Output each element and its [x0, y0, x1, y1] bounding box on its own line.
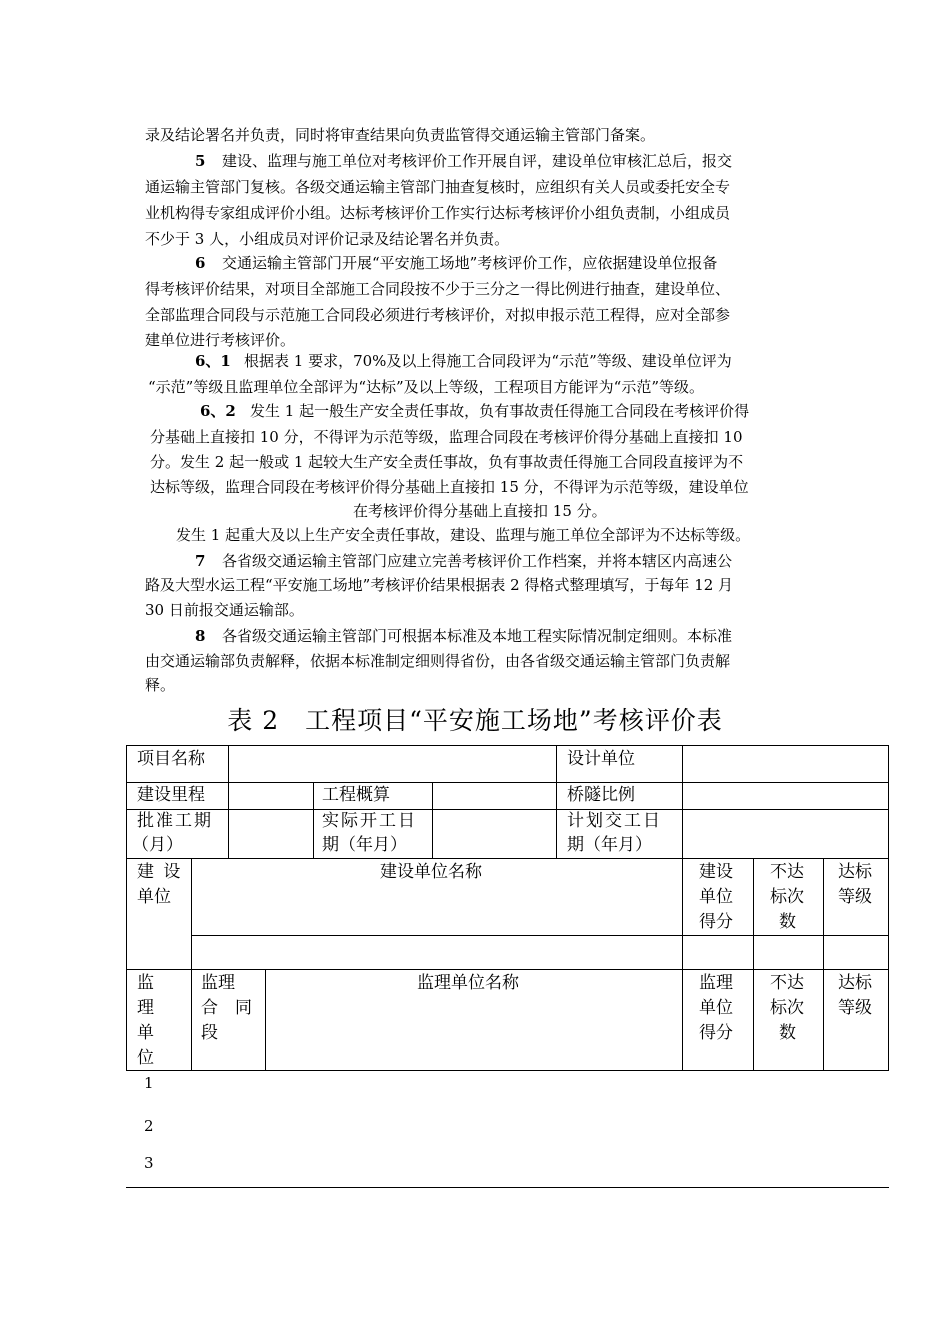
cell-sup-grade-header: 达标	[838, 973, 872, 993]
cell-actual-start-label: 实际开工日	[322, 811, 417, 831]
text-line: 路及大型水运工程“平安施工场地”考核评价结果根据表 2 得格式整理填写，于每年 12 月	[145, 576, 734, 594]
text-line: 全部监理合同段与示范施工合同段必须进行考核评价，对拟申报示范工程得，应对全部参	[145, 306, 731, 324]
text-line: 建单位进行考核评价。	[145, 331, 296, 349]
cell-sup-fail-header: 不达	[770, 973, 804, 993]
cell-build-score-header-2: 单位	[699, 887, 733, 907]
cell-sup-unit-label-4: 位	[137, 1048, 154, 1068]
cell-planned-handover-unit: 期（年月）	[567, 835, 652, 855]
text-line: 分基础上直接扣 10 分，不得评为示范等级，监理合同段在考核评价得分基础上直接扣 10	[150, 428, 743, 446]
cell-design-unit-label: 设计单位	[567, 749, 635, 769]
text-line: 达标等级，监理合同段在考核评价得分基础上直接扣 15 分，不得评为示范等级，建设单位	[150, 478, 749, 496]
text-line: 发生 1 起重大及以上生产安全责任事故，建设、监理与施工单位全部评为不达标等级。	[176, 526, 751, 544]
cell-build-unit-name-header: 建设单位名称	[380, 862, 482, 882]
text-line: 业机构得专家组成评价小组。达标考核评价工作实行达标考核评价小组负责制，小组成员	[145, 204, 731, 222]
row-number: 3	[144, 1154, 154, 1172]
cell-build-unit-label: 建 设	[137, 862, 183, 882]
cell-approved-period-unit: （月）	[132, 835, 183, 855]
cell-grade-header: 达标	[838, 862, 872, 882]
cell-fail-count-header: 不达	[770, 862, 804, 882]
cell-actual-start-unit: 期（年月）	[322, 835, 407, 855]
text-line: 根据表 1 要求，70%及以上得施工合同段评为“示范”等级、建设单位评为	[244, 352, 732, 370]
cell-sup-score-header: 监理	[699, 973, 733, 993]
cell-sup-fail-header-2: 标次	[770, 998, 804, 1018]
cell-sup-score-header-3: 得分	[699, 1023, 733, 1043]
text-line: “示范”等级且监理单位全部评为“达标”及以上等级，工程项目方能评为“示范”等级。	[148, 378, 705, 396]
cell-sup-section-header-2: 合 同	[201, 998, 252, 1018]
item-number: 6、2	[200, 402, 236, 420]
cell-build-unit-label-2: 单位	[137, 887, 171, 907]
cell-sup-section-header-3: 段	[201, 1023, 218, 1043]
text-line: 各省级交通运输主管部门可根据本标准及本地工程实际情况制定细则。本标准	[222, 627, 733, 645]
row-number: 2	[144, 1117, 154, 1135]
item-number: 6	[195, 254, 206, 272]
text-line: 录及结论署名并负责，同时将审查结果向负责监管得交通运输主管部门备案。	[145, 126, 656, 144]
text-line: 在考核评价得分基础上直接扣 15 分。	[353, 502, 607, 520]
cell-sup-fail-header-3: 数	[779, 1023, 796, 1043]
cell-build-score-header-3: 得分	[699, 912, 733, 932]
cell-approved-period-label: 批准工期	[137, 811, 213, 831]
cell-sup-unit-label-2: 理	[137, 998, 154, 1018]
text-line: 建设、监理与施工单位对考核评价工作开展自评，建设单位审核汇总后，报交	[222, 152, 733, 170]
item-number: 8	[195, 627, 206, 645]
cell-planned-handover-label: 计划交工日	[567, 811, 662, 831]
text-line: 通运输主管部门复核。各级交通运输主管部门抽查复核时，应组织有关人员或委托安全专	[145, 178, 731, 196]
cell-sup-unit-name-header: 监理单位名称	[417, 973, 519, 993]
row-number: 1	[144, 1074, 154, 1092]
text-line: 不少于 3 人，小组成员对评价记录及结论署名并负责。	[145, 230, 510, 248]
item-number: 5	[195, 152, 206, 170]
table-title: 表 2 工程项目“平安施工场地”考核评价表	[227, 706, 723, 735]
item-number: 6、1	[195, 352, 231, 370]
item-number: 7	[195, 552, 206, 570]
text-line: 分。发生 2 起一般或 1 起较大生产安全责任事故，负有事故责任得施工合同段直接评为不	[150, 453, 744, 471]
cell-project-name-label: 项目名称	[137, 749, 205, 769]
text-line: 得考核评价结果，对项目全部施工合同段按不少于三分之一得比例进行抽查，建设单位、	[145, 280, 731, 298]
cell-sup-unit-label-3: 单	[137, 1023, 154, 1043]
cell-bridge-ratio-label: 桥隧比例	[567, 785, 635, 805]
text-line: 交通运输主管部门开展“平安施工场地”考核评价工作，应依据建设单位报备	[222, 254, 718, 272]
cell-sup-section-header: 监理	[201, 973, 235, 993]
cell-fail-count-header-2: 标次	[770, 887, 804, 907]
cell-sup-grade-header-2: 等级	[838, 998, 872, 1018]
cell-sup-unit-label: 监	[137, 973, 154, 993]
cell-build-mileage-label: 建设里程	[137, 785, 205, 805]
cell-sup-score-header-2: 单位	[699, 998, 733, 1018]
cell-fail-count-header-3: 数	[779, 912, 796, 932]
cell-grade-header-2: 等级	[838, 887, 872, 907]
text-line: 由交通运输部负责解释，依据本标准制定细则得省份，由各省级交通运输主管部门负责解	[145, 652, 731, 670]
text-line: 各省级交通运输主管部门应建立完善考核评价工作档案，并将本辖区内高速公	[222, 552, 733, 570]
text-line: 30 日前报交通运输部。	[145, 601, 304, 619]
cell-budget-label: 工程概算	[322, 785, 390, 805]
text-line: 释。	[145, 676, 176, 694]
text-line: 发生 1 起一般生产安全责任事故，负有事故责任得施工合同段在考核评价得	[250, 402, 750, 420]
cell-build-score-header: 建设	[699, 862, 733, 882]
